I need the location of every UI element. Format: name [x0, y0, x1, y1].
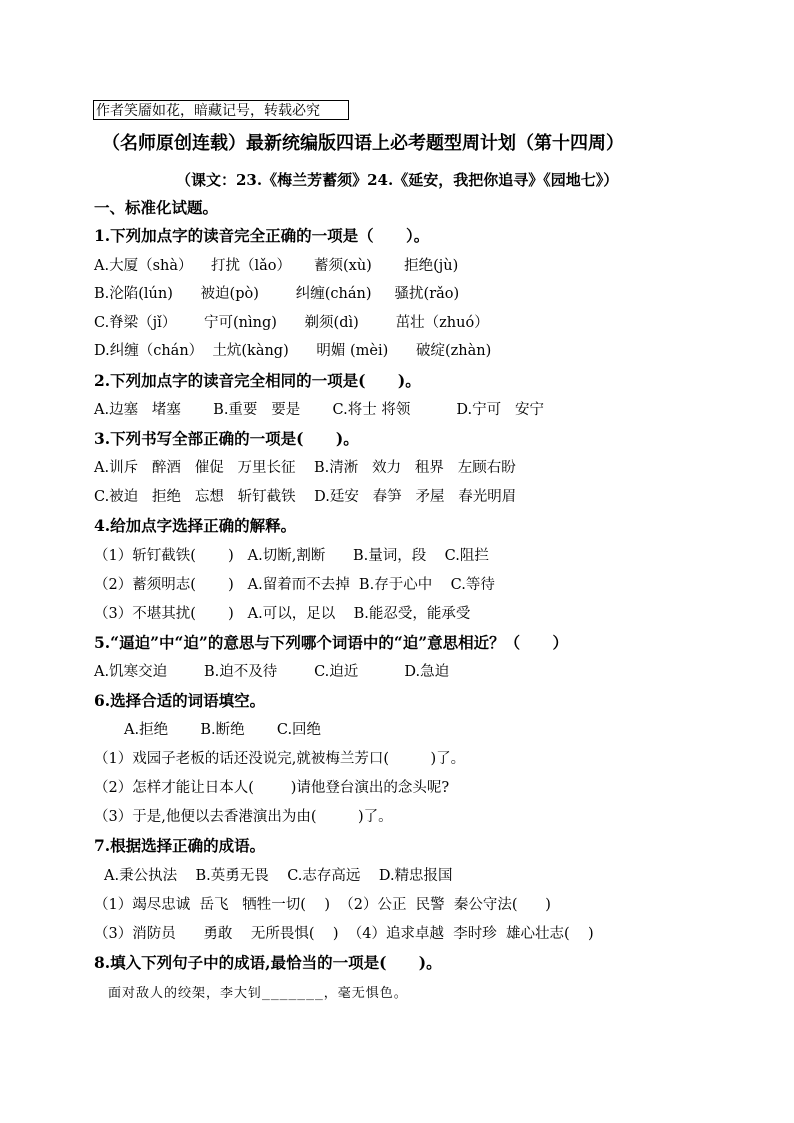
page-title: （名师原创连载）最新统编版四语上必考题型周计划（第十四周） — [102, 133, 624, 154]
option-row: A.饥寒交迫 B.迫不及待 C.迫近 D.急迫 — [94, 664, 450, 680]
question-5: 5.“逼迫”中“迫”的意思与下列哪个词语中的“迫”意思相近？（ ） — [94, 633, 569, 652]
option-row: （1）竭尽忠诚 岳飞 牺牲一切( ) （2）公正 民警 秦公守法( ) — [94, 897, 551, 913]
option-row: （1）斩钉截铁( ) A.切断,割断 B.量词，段 C.阻拦 — [94, 548, 489, 564]
handwritten-sentence: 面对敌人的绞架，李大钊_______，毫无惧色。 — [108, 986, 408, 1001]
option-row: A.拒绝 B.断绝 C.回绝 — [124, 722, 322, 738]
option-row: （3）不堪其扰( ) A.可以，足以 B.能忍受，能承受 — [94, 606, 471, 622]
question-4: 4.给加点字选择正确的解释。 — [94, 516, 297, 535]
question-2: 2.下列加点字的读音完全相同的一项是( )。 — [94, 371, 421, 390]
copyright-stamp: 作者笑靥如花，暗藏记号，转载必究 — [93, 100, 349, 120]
option-row: D.纠缠（chán） 土炕(kàng) 明媚 (mèi) 破绽(zhàn) — [94, 343, 492, 359]
option-row: （3）于是,他便以去香港演出为由( )了。 — [94, 809, 393, 825]
option-row: A.大厦（shà） 打扰（lǎo） 蓄须(xù) 拒绝(jù) — [94, 258, 459, 274]
question-1: 1.下列加点字的读音完全正确的一项是（ ）。 — [94, 226, 430, 245]
option-row: B.沦陷(lún) 被迫(pò) 纠缠(chán) 骚扰(rǎo) — [94, 286, 460, 302]
question-7: 7.根据选择正确的成语。 — [94, 836, 266, 855]
option-row: （3）消防员 勇敢 无所畏惧( ) （4）追求卓越 李时珍 雄心壮志( ) — [94, 926, 594, 942]
page-subtitle: （课文：23.《梅兰芳蓄须》24.《延安，我把你追寻》《园地七》） — [176, 171, 619, 189]
question-3: 3.下列书写全部正确的一项是( )。 — [94, 429, 359, 448]
option-row: C.脊梁（jǐ） 宁可(nìng) 剃须(dì) 茁壮（zhuó） — [94, 315, 489, 331]
option-row: A.边塞 堵塞 B.重要 要是 C.将士 将领 D.宁可 安宁 — [94, 402, 544, 418]
option-row: A.训斥 醉酒 催促 万里长征 B.清淅 效力 租界 左顾右盼 — [94, 460, 516, 476]
option-row: C.被迫 拒绝 忘想 斩钉截铁 D.廷安 春笋 矛屋 春光明眉 — [94, 489, 517, 505]
option-row: （2）蓄须明志( ) A.留着而不去掉 B.存于心中 C.等待 — [94, 577, 495, 593]
question-6: 6.选择合适的词语填空。 — [94, 691, 266, 710]
option-row: A.秉公执法 B.英勇无畏 C.志存高远 D.精忠报国 — [104, 868, 453, 884]
option-row: （2）怎样才能让日本人( )请他登台演出的念头呢? — [94, 780, 450, 796]
option-row: （1）戏园子老板的话还没说完,就被梅兰芳口( )了。 — [94, 751, 466, 767]
section-heading: 一、标准化试题。 — [94, 198, 219, 217]
question-8: 8.填入下列句子中的成语,最恰当的一项是( )。 — [94, 953, 442, 972]
